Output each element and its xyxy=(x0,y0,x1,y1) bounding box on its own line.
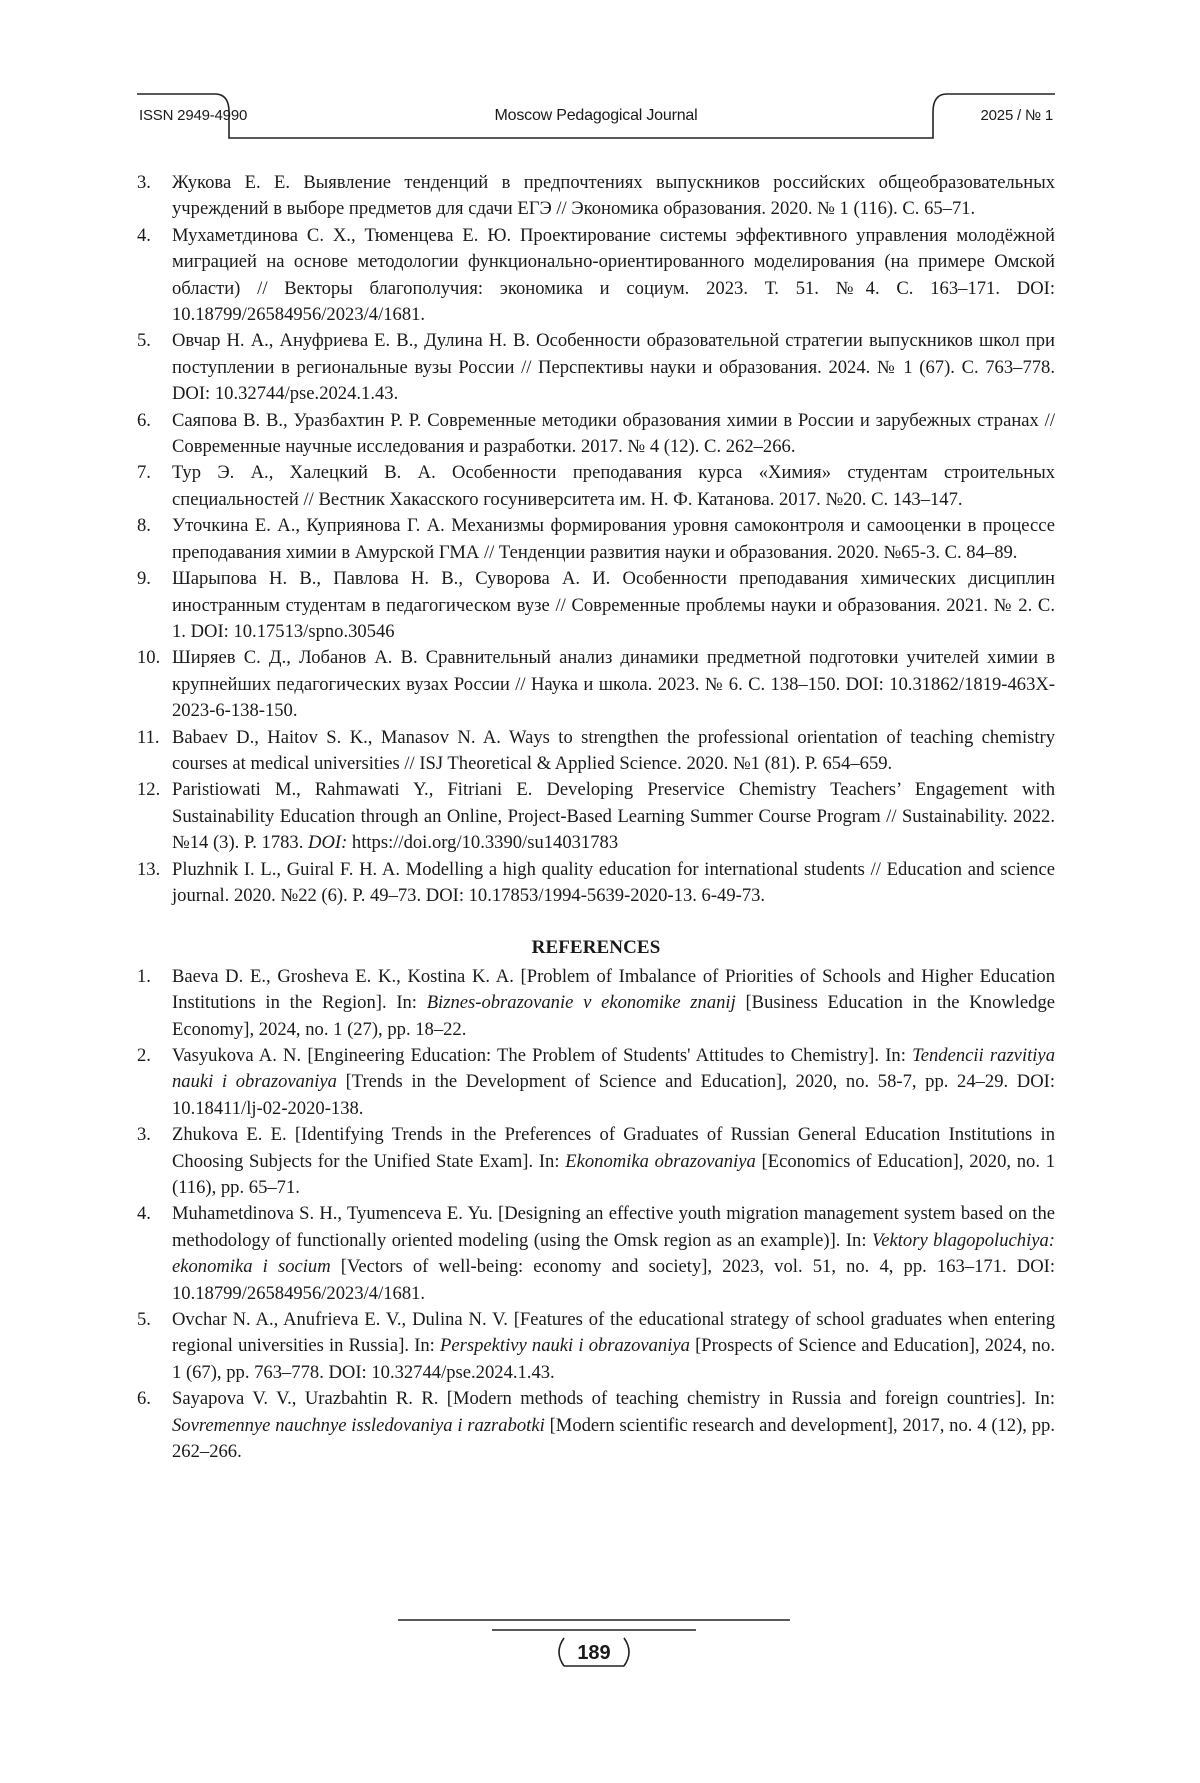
list-item: 13. Pluzhnik I. L., Guiral F. H. A. Modelling a high quality education for international students // Education and science journal. 2020. №22 (6). P. 49–73. DOI: 10.17853/1994-5639-2020-13. 6-49-73. xyxy=(137,858,1055,906)
list-item: 4. Мухаметдинова С. Х., Тюменцева Е. Ю. Проектирование системы эффективного управления молодёжной миграцией на основе методологии функционально-ориентированного моделирования (на примере Омской области) // Векторы благополучия: экономика и социум. 2023. Т. 51. №4. С. 163–171. DOI: 10.18799/26584956/2023/4/1681. xyxy=(137,224,1055,326)
list-item: 11. Babaev D., Haitov S. K., Manasov N. A. Ways to strengthen the professional orientation of teaching chemistry courses at medical universities // ISJ Theoretical & Applied Science. 2020. №1 (81). P. 654–659. xyxy=(137,726,1055,774)
page-footer xyxy=(398,1618,790,1678)
list-item: 7. Тур Э. А., Халецкий В. А. Особенности преподавания курса «Химия» студентам строительных специальностей // Вестник Хакасского госуниверситета им. Н. Ф. Катанова. 2017. №20. С. 143–147. xyxy=(137,462,1055,510)
list-item: 9. Шарыпова Н. В., Павлова Н. В., Суворова А. И. Особенности преподавания химических дисциплин иностранным студентам в педагогическом вузе // Современные проблемы науки и образования. 2021. № 2. С. 1. DOI: 10.17513/spno.30546 xyxy=(137,568,1055,642)
list-item: 4. Muhametdinova S. H., Tyumenceva E. Yu. [Designing an effective youth migration management system based on the methodology of functionally oriented modeling (using the Omsk region as an example)]. In: Vektory blagopoluchiya: ekonomika i socium [Vectors of well-being: economy and society], 2023, vol. 51, no. 4, pp. 163–171. DOI: 10.18799/26584956/2023/4/1681. xyxy=(137,1203,1055,1304)
list-item: 2. Vasyukova A. N. [Engineering Education: The Problem of Students' Attitudes to Chemistry]. In: Tendencii razvitiya nauki i obrazovaniya [Trends in the Development of Science and Education], 2020, no. 58-7, pp. 24–29. DOI: 10.18411/lj-02-2020-138. xyxy=(137,1045,1055,1119)
list-item: 10. Ширяев С. Д., Лобанов А. В. Сравнительный анализ динамики предметной подготовки учителей химии в крупнейших педагогических вузах России // Наука и школа. 2023. № 6. С. 138–150. DOI: 10.31862/1819-463X-2023-6-138-150. xyxy=(137,647,1055,722)
list-item: 6. Саяпова В. В., Уразбахтин Р. Р. Современные методики образования химии в России и зарубежных странах // Современные научные исследования и разработки. 2017. № 4 (12). С. 262–266. xyxy=(137,409,1055,458)
page-content xyxy=(137,170,1055,1466)
list-item: 1. Baeva D. E., Grosheva E. K., Kostina K. A. [Problem of Imbalance of Priorities of Schools and Higher Education Institutions in the Region]. In: Biznes-obrazovanie v ekonomike znanij [Business Education in the Knowledge Economy], 2024, no. 1 (27), pp. 18–22. xyxy=(137,965,1055,1040)
list-item: 6. Sayapova V. V., Urazbahtin R. R. [Modern methods of teaching chemistry in Russia and foreign countries]. In: Sovremennye nauchnye issledovaniya i razrabotki [Modern scientific research and development], 2017, no. 4 (12), pp. 262–266. xyxy=(137,1388,1055,1463)
list-item: 5. Овчар Н. А., Ануфриева Е. В., Дулина Н. В. Особенности образовательной стратегии выпускников школ при поступлении в региональные вузы России // Перспективы науки и образования. 2024. № 1 (67). С. 763–778. DOI: 10.32744/pse.2024.1.43. xyxy=(137,330,1055,405)
list-item: 3. Жукова Е. Е. Выявление тенденций в предпочтениях выпускников российских общеобразовательных учреждений в выборе предметов для сдачи ЕГЭ // Экономика образования. 2020. № 1 (116). С. 65–71. xyxy=(137,172,1055,220)
russian-reference-list xyxy=(137,170,1055,909)
issue-label: 2025 / № 1 xyxy=(980,107,1053,124)
issn-label: ISSN 2949-4990 xyxy=(139,107,248,124)
list-item: 3. Zhukova E. E. [Identifying Trends in the Preferences of Graduates of Russian General Education Institutions in Choosing Subjects for the Unified State Exam]. In: Ekonomika obrazovaniya [Economics of Education], 2020, no. 1 (116), pp. 65–71. xyxy=(137,1124,1055,1199)
list-item: 12. Paristiowati M., Rahmawati Y., Fitriani E. Developing Preservice Chemistry Teachers’ Engagement with Sustainability Education through an Online, Project-Based Learning Summer Course Program // Sustainability. 2022. №14 (3). P. 1783. DOI: https://doi.org/10.3390/su14031783 xyxy=(137,779,1055,854)
journal-title: Moscow Pedagogical Journal xyxy=(494,107,698,124)
references-heading: REFERENCES xyxy=(531,937,661,959)
english-reference-list xyxy=(137,964,1055,1466)
list-item: 8. Уточкина Е. А., Куприянова Г. А. Механизмы формирования уровня самоконтроля и самооценки в процессе преподавания химии в Амурской ГМА // Тенденции развития науки и образования. 2020. №65-3. С. 84–89. xyxy=(137,515,1055,563)
list-item: 5. Ovchar N. A., Anufrieva E. V., Dulina N. V. [Features of the educational strategy of school graduates when entering regional universities in Russia]. In: Perspektivy nauki i obrazovaniya [Prospects of Science and Education], 2024, no. 1 (67), pp. 763–778. DOI: 10.32744/pse.2024.1.43. xyxy=(137,1309,1055,1383)
running-header xyxy=(137,92,1055,140)
page-number: 189 xyxy=(577,1642,611,1664)
